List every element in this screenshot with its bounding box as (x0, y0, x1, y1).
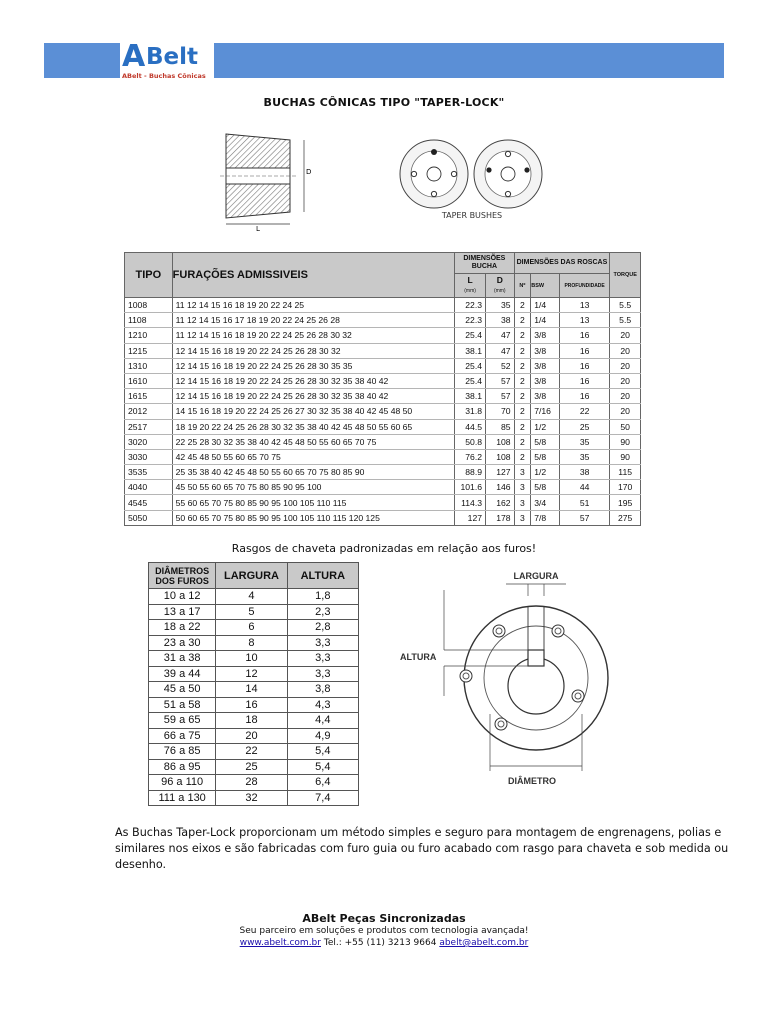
cell-tipo: 1008 (125, 298, 173, 313)
cell-furacoes: 42 45 48 50 55 60 65 70 75 (172, 449, 455, 464)
cell-d: 85 (486, 419, 515, 434)
cell-profundidade: 25 (559, 419, 609, 434)
cell-l: 38.1 (455, 389, 486, 404)
cell-l: 101.6 (455, 480, 486, 495)
cell-largura: 25 (216, 759, 287, 775)
cell-d: 108 (486, 434, 515, 449)
cell-bsw: 3/8 (531, 373, 560, 388)
cell-n: 2 (514, 343, 531, 358)
cell-profundidade: 16 (559, 373, 609, 388)
cell-furacoes: 11 12 14 15 16 18 19 20 22 24 25 26 28 30 32 (172, 328, 455, 343)
cell-diametro: 96 a 110 (149, 775, 216, 791)
table-row (149, 604, 359, 620)
cell-profundidade: 13 (559, 298, 609, 313)
cell-torque: 5.5 (610, 298, 641, 313)
footer-company: ABelt Peças Sincronizadas (302, 912, 466, 925)
header-d-unit: (mm) (493, 287, 506, 294)
cell-d: 70 (486, 404, 515, 419)
cell-d: 38 (486, 313, 515, 328)
cell-profundidade: 51 (559, 495, 609, 510)
cell-altura: 7,4 (287, 790, 358, 806)
cell-torque: 90 (610, 449, 641, 464)
cell-altura: 2,3 (287, 604, 358, 620)
cell-l: 22.3 (455, 298, 486, 313)
cell-largura: 14 (216, 682, 287, 698)
dim-d-label: D (306, 168, 312, 176)
cell-largura: 4 (216, 589, 287, 605)
cell-n: 2 (514, 434, 531, 449)
table-row (125, 434, 641, 449)
table-row (125, 419, 641, 434)
cell-altura: 3,8 (287, 682, 358, 698)
table-row (125, 510, 641, 525)
table-row (149, 651, 359, 667)
table-row (125, 358, 641, 373)
diametro-label: DIÂMETRO (508, 776, 556, 786)
cell-furacoes: 18 19 20 22 24 25 26 28 30 32 35 38 40 42 45 48 50 55 60 65 (172, 419, 455, 434)
cell-furacoes: 25 35 38 40 42 45 48 50 55 60 65 70 75 80 85 90 (172, 465, 455, 480)
cell-d: 52 (486, 358, 515, 373)
table-row (125, 328, 641, 343)
table-row (149, 713, 359, 729)
cell-altura: 4,9 (287, 728, 358, 744)
cell-diametro: 76 a 85 (149, 744, 216, 760)
header-tipo: TIPO (125, 253, 173, 298)
cell-furacoes: 11 12 14 15 16 17 18 19 20 22 24 25 26 28 (172, 313, 455, 328)
cell-tipo: 2517 (125, 419, 173, 434)
table-row (125, 389, 641, 404)
cell-bsw: 1/4 (531, 313, 560, 328)
cell-diametro: 59 a 65 (149, 713, 216, 729)
cell-bsw: 3/8 (531, 389, 560, 404)
cell-torque: 20 (610, 328, 641, 343)
footer-contact (0, 938, 768, 948)
cell-torque: 115 (610, 465, 641, 480)
cell-torque: 20 (610, 404, 641, 419)
table-row (149, 589, 359, 605)
cell-diametro: 10 a 12 (149, 589, 216, 605)
cell-l: 50.8 (455, 434, 486, 449)
table-row (125, 298, 641, 313)
cell-n: 3 (514, 480, 531, 495)
logo-word: Belt (146, 44, 199, 70)
cell-tipo: 3020 (125, 434, 173, 449)
cell-torque: 20 (610, 389, 641, 404)
cell-bsw: 7/16 (531, 404, 560, 419)
header-l (455, 274, 486, 298)
logo-letter: A (122, 39, 146, 74)
footer-phone: Tel.: +55 (11) 3213 9664 (320, 938, 440, 948)
cell-diametro: 18 a 22 (149, 620, 216, 636)
cell-furacoes: 22 25 28 30 32 35 38 40 42 45 48 50 55 60 65 70 75 (172, 434, 455, 449)
header-diametros: DIÂMETROS DOS FUROS (149, 563, 216, 589)
cell-d: 127 (486, 465, 515, 480)
cell-tipo: 1215 (125, 343, 173, 358)
cell-n: 2 (514, 419, 531, 434)
table-row (125, 313, 641, 328)
cell-torque: 5.5 (610, 313, 641, 328)
cell-torque: 90 (610, 434, 641, 449)
header-l-unit: (mm) (464, 287, 476, 294)
cell-n: 2 (514, 313, 531, 328)
cell-diametro: 31 a 38 (149, 651, 216, 667)
cell-profundidade: 16 (559, 343, 609, 358)
table-row (125, 449, 641, 464)
cell-largura: 20 (216, 728, 287, 744)
altura-label: ALTURA (400, 652, 437, 662)
cell-torque: 170 (610, 480, 641, 495)
cell-furacoes: 14 15 16 18 19 20 22 24 25 26 27 30 32 35 38 40 42 45 48 50 (172, 404, 455, 419)
cell-d: 178 (486, 510, 515, 525)
cell-largura: 22 (216, 744, 287, 760)
cell-largura: 12 (216, 666, 287, 682)
cell-n: 2 (514, 449, 531, 464)
cell-n: 2 (514, 373, 531, 388)
table-row (149, 666, 359, 682)
page-title: BUCHAS CÔNICAS TIPO "TAPER-LOCK" (263, 96, 505, 109)
table-row (125, 373, 641, 388)
cell-profundidade: 16 (559, 358, 609, 373)
cell-largura: 32 (216, 790, 287, 806)
table-row (149, 635, 359, 651)
cell-d: 35 (486, 298, 515, 313)
header-l-label: L (467, 274, 473, 285)
table-row (149, 790, 359, 806)
cell-torque: 20 (610, 373, 641, 388)
cell-bsw: 5/8 (531, 434, 560, 449)
table-row (125, 343, 641, 358)
cell-furacoes: 55 60 65 70 75 80 85 90 95 100 105 110 115 (172, 495, 455, 510)
taper-bushes-drawing (392, 136, 552, 222)
cell-tipo: 1610 (125, 373, 173, 388)
cell-l: 127 (455, 510, 486, 525)
cell-l: 88.9 (455, 465, 486, 480)
cell-l: 44.5 (455, 419, 486, 434)
cell-tipo: 5050 (125, 510, 173, 525)
cell-tipo: 1108 (125, 313, 173, 328)
bush-section-drawing (218, 128, 318, 232)
cell-profundidade: 35 (559, 449, 609, 464)
header-furacoes: FURAÇÕES ADMISSIVEIS (172, 253, 455, 298)
keyway-drawing (396, 566, 636, 790)
cell-bsw: 1/2 (531, 419, 560, 434)
header-dim-roscas: DIMENSÕES DAS ROSCAS (514, 253, 610, 274)
keyway-caption: Rasgos de chaveta padronizadas em relação aos furos! (231, 542, 537, 555)
cell-tipo: 3030 (125, 449, 173, 464)
cell-bsw: 1/4 (531, 298, 560, 313)
cell-torque: 275 (610, 510, 641, 525)
cell-largura: 28 (216, 775, 287, 791)
cell-tipo: 1210 (125, 328, 173, 343)
cell-altura: 1,8 (287, 589, 358, 605)
cell-l: 25.4 (455, 358, 486, 373)
cell-largura: 8 (216, 635, 287, 651)
cell-altura: 3,3 (287, 666, 358, 682)
cell-d: 162 (486, 495, 515, 510)
cell-bsw: 7/8 (531, 510, 560, 525)
cell-diametro: 13 a 17 (149, 604, 216, 620)
table-row (125, 404, 641, 419)
cell-largura: 16 (216, 697, 287, 713)
cell-profundidade: 16 (559, 389, 609, 404)
table-row (125, 480, 641, 495)
table-row (125, 465, 641, 480)
taper-bushes-caption: TAPER BUSHES (441, 211, 503, 220)
cell-d: 47 (486, 343, 515, 358)
cell-diametro: 111 a 130 (149, 790, 216, 806)
taper-lock-table (124, 252, 641, 526)
cell-bsw: 1/2 (531, 465, 560, 480)
cell-largura: 5 (216, 604, 287, 620)
cell-diametro: 23 a 30 (149, 635, 216, 651)
cell-torque: 50 (610, 419, 641, 434)
cell-l: 22.3 (455, 313, 486, 328)
cell-n: 2 (514, 404, 531, 419)
cell-diametro: 51 a 58 (149, 697, 216, 713)
cell-d: 47 (486, 328, 515, 343)
cell-l: 76.2 (455, 449, 486, 464)
cell-profundidade: 13 (559, 313, 609, 328)
cell-l: 38.1 (455, 343, 486, 358)
cell-d: 57 (486, 389, 515, 404)
table-row (149, 759, 359, 775)
cell-n: 2 (514, 328, 531, 343)
header-torque: TORQUE (610, 253, 641, 298)
header-altura: ALTURA (287, 563, 358, 589)
cell-profundidade: 44 (559, 480, 609, 495)
cell-largura: 18 (216, 713, 287, 729)
cell-n: 2 (514, 358, 531, 373)
abelt-logo[interactable] (120, 41, 214, 81)
table-row (125, 495, 641, 510)
cell-tipo: 4040 (125, 480, 173, 495)
cell-furacoes: 12 14 15 16 18 19 20 22 24 25 26 28 30 32 (172, 343, 455, 358)
cell-n: 3 (514, 465, 531, 480)
header-d (486, 274, 515, 298)
cell-altura: 3,3 (287, 651, 358, 667)
cell-tipo: 1310 (125, 358, 173, 373)
cell-n: 2 (514, 389, 531, 404)
cell-furacoes: 50 60 65 70 75 80 85 90 95 100 105 110 115 120 125 (172, 510, 455, 525)
cell-d: 146 (486, 480, 515, 495)
cell-profundidade: 16 (559, 328, 609, 343)
table-row (149, 744, 359, 760)
cell-furacoes: 45 50 55 60 65 70 75 80 85 90 95 100 (172, 480, 455, 495)
cell-furacoes: 12 14 15 16 18 19 20 22 24 25 26 28 30 32 35 38 40 42 (172, 373, 455, 388)
cell-altura: 3,3 (287, 635, 358, 651)
cell-altura: 2,8 (287, 620, 358, 636)
table-row (149, 682, 359, 698)
cell-diametro: 66 a 75 (149, 728, 216, 744)
largura-label: LARGURA (513, 571, 559, 581)
cell-tipo: 1615 (125, 389, 173, 404)
cell-bsw: 5/8 (531, 449, 560, 464)
footer-website-link[interactable]: www.abelt.com.br (239, 938, 321, 948)
cell-bsw: 3/8 (531, 328, 560, 343)
cell-altura: 6,4 (287, 775, 358, 791)
header-profundidade: PROFUNDIDADE (559, 274, 609, 298)
header-bsw: BSW (531, 274, 560, 298)
cell-diametro: 45 a 50 (149, 682, 216, 698)
table-row (149, 775, 359, 791)
cell-profundidade: 35 (559, 434, 609, 449)
cell-altura: 5,4 (287, 744, 358, 760)
table-row (149, 728, 359, 744)
cell-l: 31.8 (455, 404, 486, 419)
cell-altura: 4,4 (287, 713, 358, 729)
table-row (149, 697, 359, 713)
cell-d: 57 (486, 373, 515, 388)
cell-l: 114.3 (455, 495, 486, 510)
header-largura: LARGURA (216, 563, 287, 589)
logo-tagline: ABelt - Buchas Cônicas (122, 72, 206, 80)
table-row (149, 620, 359, 636)
cell-tipo: 4545 (125, 495, 173, 510)
cell-diametro: 86 a 95 (149, 759, 216, 775)
cell-furacoes: 12 14 15 16 18 19 20 22 24 25 26 28 30 32 35 38 40 42 (172, 389, 455, 404)
header-n: Nº (514, 274, 531, 298)
dim-l-label: L (256, 225, 260, 232)
cell-altura: 4,3 (287, 697, 358, 713)
cell-bsw: 3/8 (531, 343, 560, 358)
cell-l: 25.4 (455, 373, 486, 388)
cell-l: 25.4 (455, 328, 486, 343)
cell-n: 2 (514, 298, 531, 313)
cell-d: 108 (486, 449, 515, 464)
cell-altura: 5,4 (287, 759, 358, 775)
cell-bsw: 3/8 (531, 358, 560, 373)
cell-tipo: 3535 (125, 465, 173, 480)
cell-profundidade: 57 (559, 510, 609, 525)
cell-torque: 20 (610, 343, 641, 358)
cell-largura: 6 (216, 620, 287, 636)
cell-largura: 10 (216, 651, 287, 667)
cell-furacoes: 12 14 15 16 18 19 20 22 24 25 26 28 30 35 35 (172, 358, 455, 373)
footer-slogan: Seu parceiro em soluções e produtos com tecnologia avançada! (239, 926, 529, 936)
cell-diametro: 39 a 44 (149, 666, 216, 682)
header-dim-bucha: DIMENSÕES BUCHA (455, 253, 514, 274)
keyway-table (148, 562, 359, 806)
cell-profundidade: 38 (559, 465, 609, 480)
cell-n: 3 (514, 495, 531, 510)
cell-profundidade: 22 (559, 404, 609, 419)
cell-torque: 195 (610, 495, 641, 510)
footer-email-link[interactable]: abelt@abelt.com.br (439, 938, 529, 948)
cell-bsw: 3/4 (531, 495, 560, 510)
cell-furacoes: 11 12 14 15 16 18 19 20 22 24 25 (172, 298, 455, 313)
description-paragraph: As Buchas Taper-Lock proporcionam um método simples e seguro para montagem de engrenagens, polias e similares nos eixos e são fabricadas com furo guia ou furo acabado com rasgo para chaveta e sob medida ou desenho. (115, 826, 729, 871)
cell-n: 3 (514, 510, 531, 525)
header-d-label: D (496, 274, 503, 285)
cell-torque: 20 (610, 358, 641, 373)
cell-tipo: 2012 (125, 404, 173, 419)
cell-bsw: 5/8 (531, 480, 560, 495)
